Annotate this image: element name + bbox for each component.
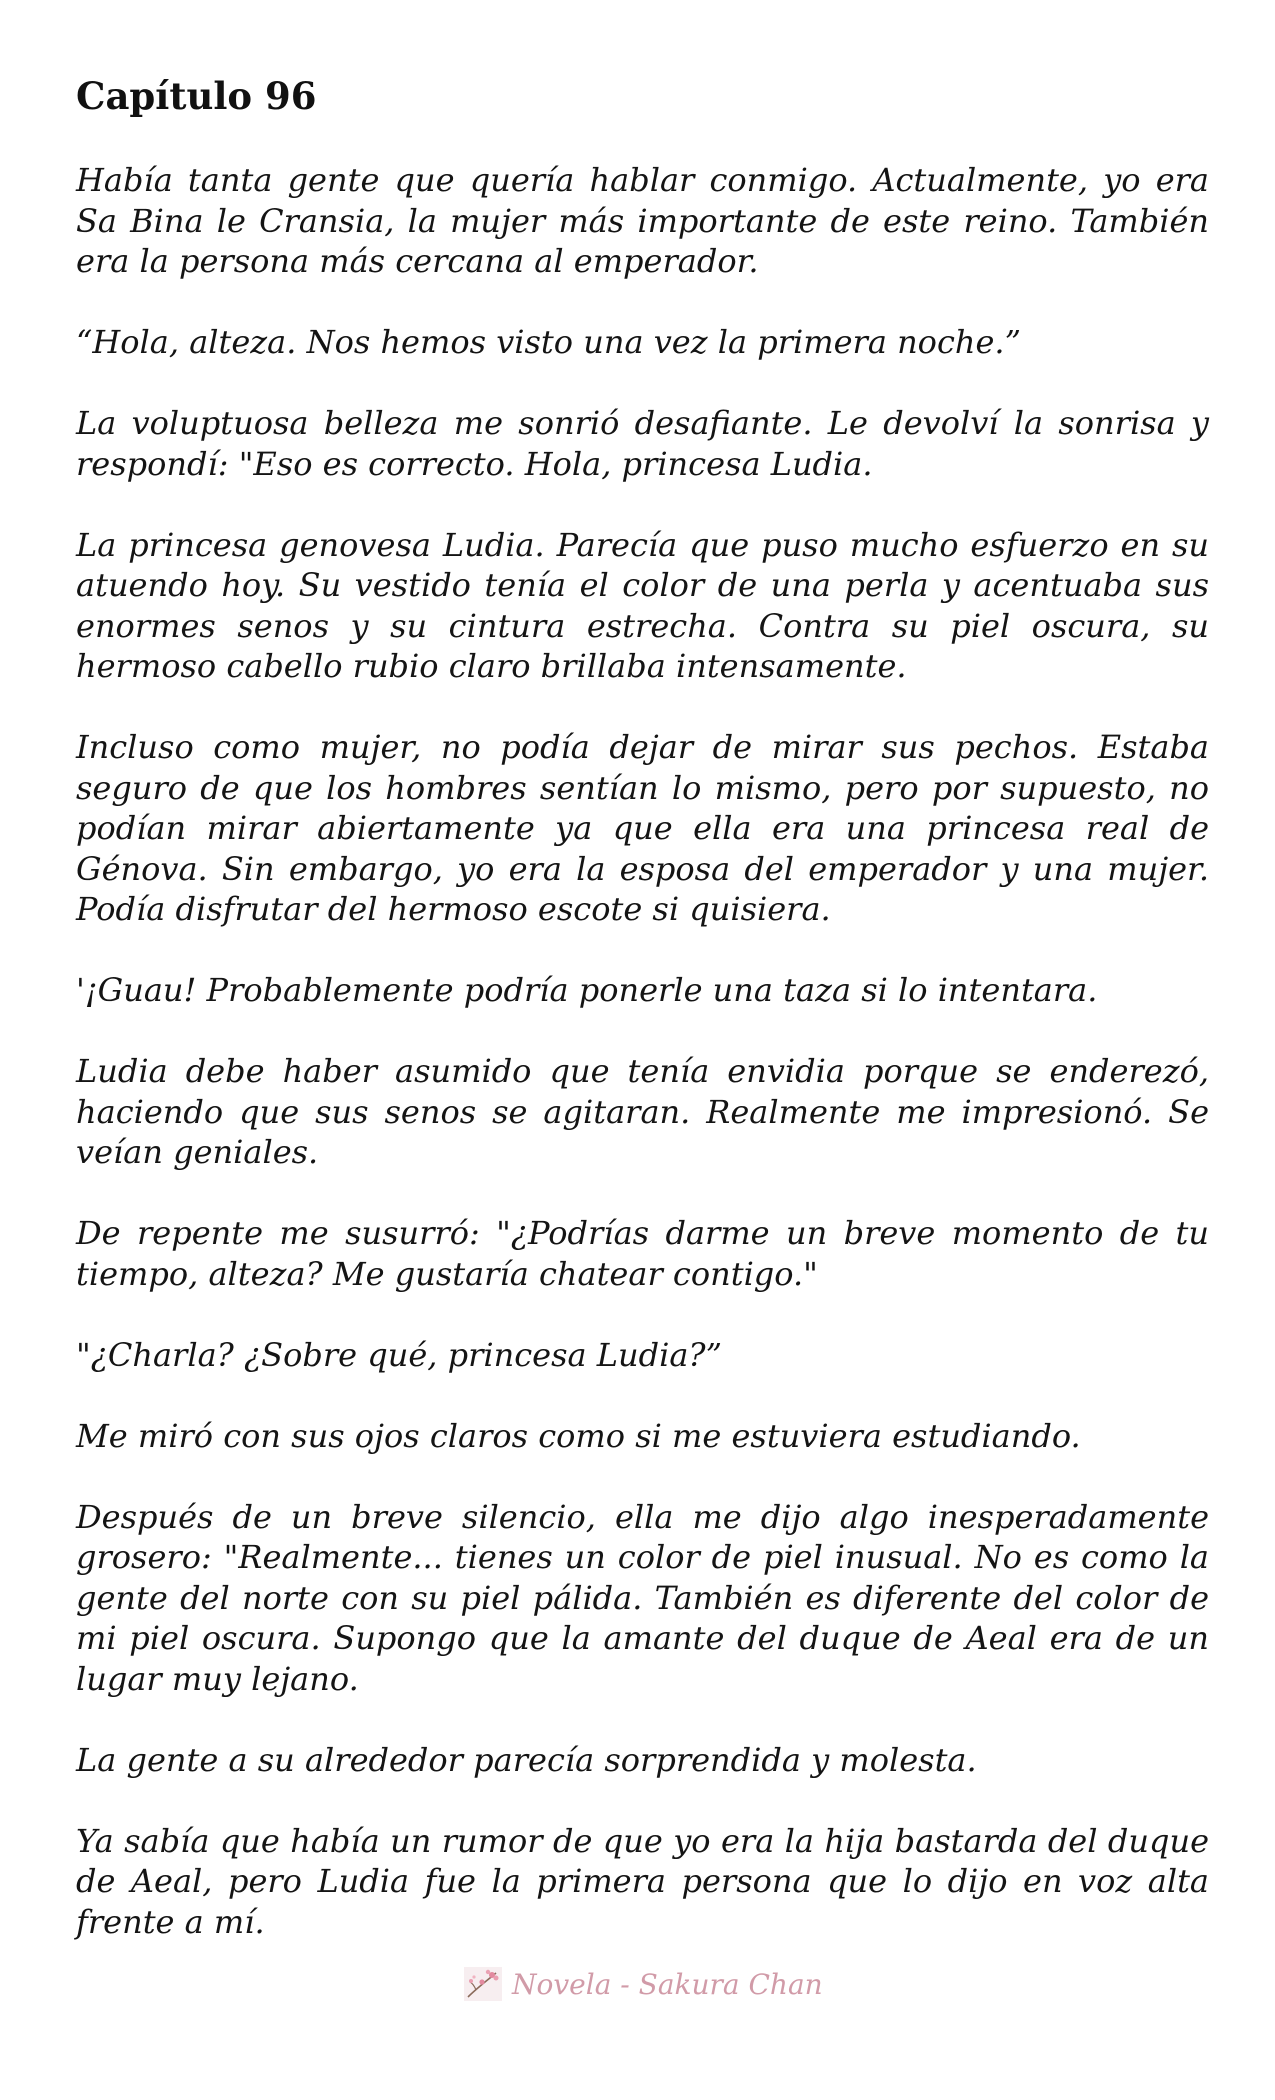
paragraph-2: “Hola, alteza. Nos hemos visto una vez la primera noche.” [76, 323, 1021, 361]
paragraph-6: '¡Guau! Probablemente podría ponerle una taza si lo intentara. [76, 971, 1098, 1009]
paragraph-13: Ya sabía que había un rumor de que yo era la hija bastarda del duque de Aeal, pero Ludia fue la primera persona que lo dijo en voz alta frente a mí. [76, 1821, 1209, 1941]
paragraph-10: Me miró con sus ojos claros como si me estuviera estudiando. [76, 1416, 1081, 1455]
paragraph-9: "¿Charla? ¿Sobre qué, princesa Ludia?” [76, 1335, 722, 1374]
paragraph-1: Había tanta gente que quería hablar conmigo. Actualmente, yo era Sa Bina le Cransia, la mujer más importante de este reino. También era la persona más cercana al emperador. [76, 161, 1209, 280]
sakura-flower-icon [462, 1963, 504, 2005]
watermark-text: Novela - Sakura Chan [512, 1967, 823, 2001]
paragraph-8: De repente me susurró: "¿Podrías darme un breve momento de tu tiempo, alteza? Me gustaría chatear contigo." [76, 1214, 1209, 1293]
paragraph-11: Después de un breve silencio, ella me dijo algo inesperadamente grosero: "Realmente... tienes un color de piel inusual. No es como la gente del norte con su piel pálida. También es diferente del color de mi piel oscura. Supongo que la amante del duque de Aeal era de un lugar muy lejano. [76, 1497, 1209, 1698]
watermark [462, 1962, 823, 2006]
chapter-title: Capítulo 96 [76, 74, 317, 118]
paragraph-4: La princesa genovesa Ludia. Parecía que puso mucho esfuerzo en su atuendo hoy. Su vestido tenía el color de una perla y acentuaba sus enormes senos y su cintura estrecha. Contra su piel oscura, su hermoso cabello rubio claro brillaba intensamente. [76, 525, 1209, 685]
paragraph-12: La gente a su alrededor parecía sorprendida y molesta. [76, 1740, 977, 1779]
chapter-body [76, 160, 1209, 1983]
paragraph-3: La voluptuosa belleza me sonrió desafiante. Le devolví la sonrisa y respondí: "Eso es correcto. Hola, princesa Ludia. [76, 404, 1209, 483]
paragraph-7: Ludia debe haber asumido que tenía envidia porque se enderezó, haciendo que sus senos se agitaran. Realmente me impresionó. Se veían geniales. [76, 1052, 1209, 1171]
paragraph-5: Incluso como mujer, no podía dejar de mirar sus pechos. Estaba seguro de que los hombres sentían lo mismo, pero por supuesto, no podían mirar abiertamente ya que ella era una princesa real de Génova. Sin embargo, yo era la esposa del emperador y una mujer. Podía disfrutar del hermoso escote si quisiera. [76, 728, 1209, 928]
